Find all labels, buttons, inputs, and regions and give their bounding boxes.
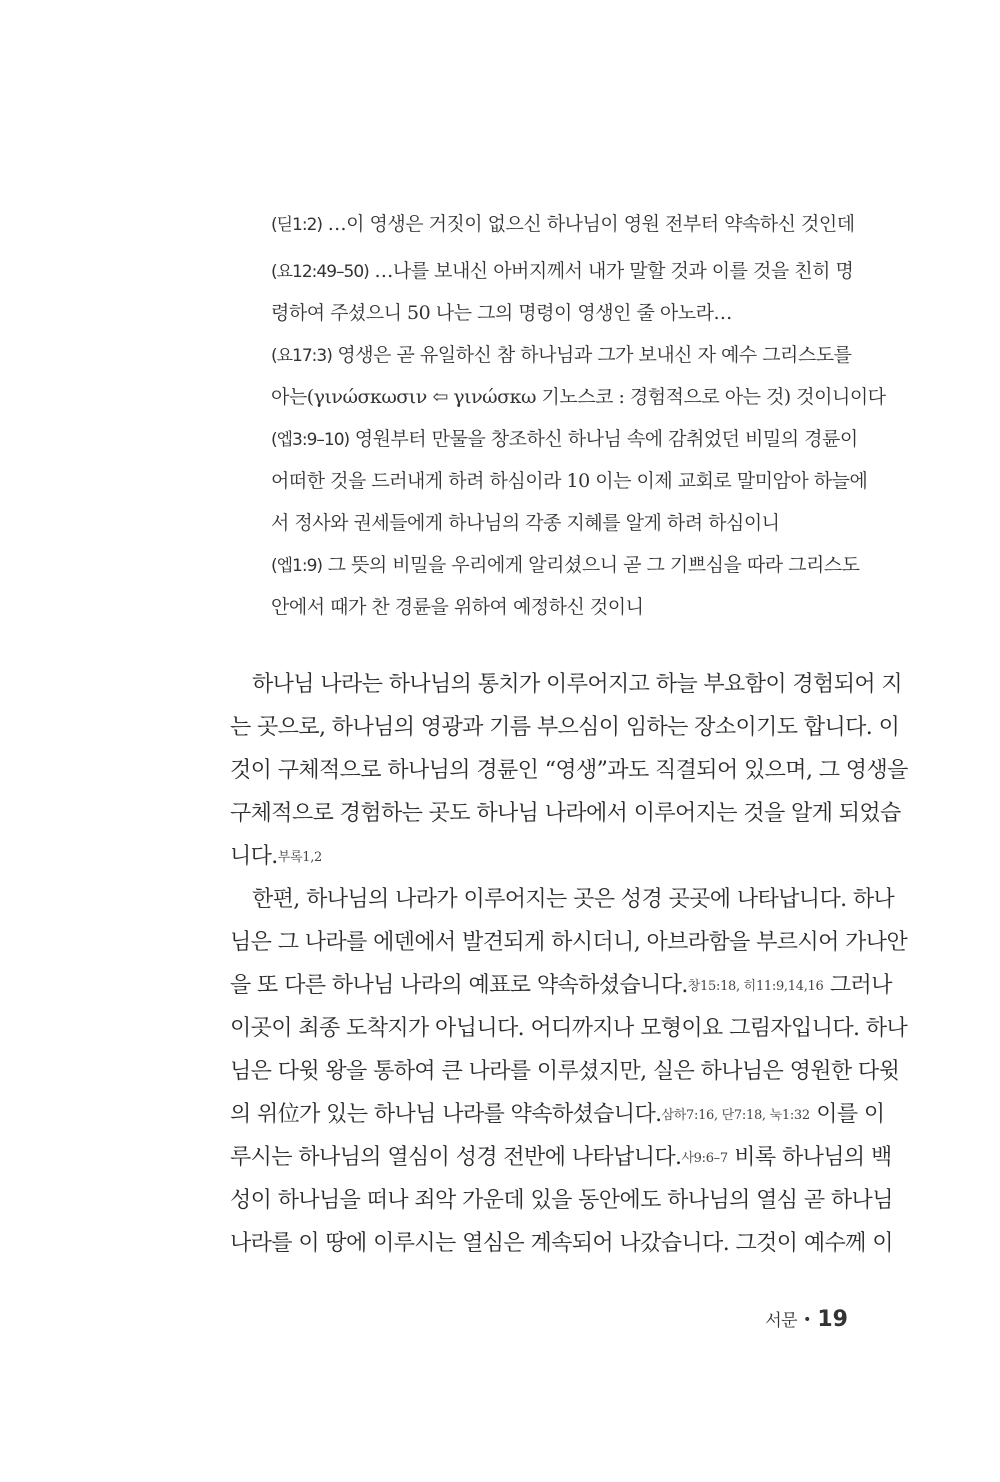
- quote-line: [271, 300, 732, 327]
- body-line: [230, 1186, 893, 1217]
- body-line-text: 을 또 다른 하나님 나라의 예표로 약속하셨습니다.: [230, 973, 688, 998]
- body-line-text: 님은 다윗 왕을 통하여 큰 나라를 이루셨지만, 실은 하나님은 영원한 다윗: [230, 1059, 900, 1084]
- section-title: 서문: [765, 1311, 798, 1331]
- footnote-ref: 부록1,2: [277, 850, 322, 865]
- body-line-text: 한편, 하나님의 나라가 이루어지는 곳은 성경 곳곳에 나타납니다. 하나: [252, 887, 895, 912]
- body-line-after: 그러나: [823, 973, 892, 998]
- quote-line: [271, 552, 860, 579]
- body-line-text: 의 위位가 있는 하나님 나라를 약속하셨습니다.: [230, 1102, 662, 1127]
- body-line: [230, 1057, 899, 1088]
- footnote-ref: 삼하7:16, 단7:18, 눅1:32: [661, 1108, 810, 1123]
- quote-text: …이 영생은 거짓이 없으신 하나님이 영원 전부터 약속하신 것인데: [322, 213, 855, 235]
- body-line: [230, 713, 899, 744]
- body-line-text: 성이 하나님을 떠나 죄악 가운데 있을 동안에도 하나님의 열심 곧 하나님: [230, 1188, 893, 1213]
- quote-text: 어떠한 것을 드러내게 하려 하심이라 10 이는 이제 교회로 말미암아 하늘에: [271, 470, 868, 492]
- quote-line: [271, 342, 851, 369]
- body-line: [230, 1100, 885, 1131]
- quote-line: [271, 594, 643, 621]
- body-line-text: 이곳이 최종 도착지가 아닙니다. 어디까지나 모형이요 그림자입니다. 하나: [230, 1016, 908, 1041]
- body-line-text: 것이 구체적으로 하나님의 경륜인 “영생”과도 직결되어 있으며, 그 영생을: [230, 758, 908, 783]
- quote-text: 서 정사와 권세들에게 하나님의 각종 지혜를 알게 하려 하심이니: [271, 512, 780, 534]
- footnote-ref: 창15:18, 히11:9,14,16: [687, 979, 824, 994]
- quote-line: [271, 468, 867, 495]
- quote-line: [271, 510, 780, 537]
- body-line: [230, 1014, 907, 1045]
- body-line-text: 하나님 나라는 하나님의 통치가 이루어지고 하늘 부요함이 경험되어 지: [252, 672, 903, 697]
- body-line: [230, 756, 908, 787]
- quote-text: 그 뜻의 비밀을 우리에게 알리셨으니 곧 그 기쁘심을 따라 그리스도: [322, 554, 860, 576]
- quote-line: [271, 384, 886, 411]
- body-line: [230, 1229, 893, 1260]
- body-line-after: 이를 이: [809, 1102, 885, 1127]
- quote-text: 영생은 곧 유일하신 참 하나님과 그가 보내신 자 예수 그리스도를: [331, 344, 852, 366]
- body-line: [230, 971, 892, 1002]
- quote-line: [271, 211, 855, 238]
- body-line: [252, 885, 894, 916]
- quote-line: [271, 426, 858, 453]
- body-line: [230, 799, 901, 830]
- quote-text: 령하여 주셨으니 50 나는 그의 명령이 영생인 줄 아노라…: [271, 302, 732, 324]
- quote-text: …나를 보내신 아버지께서 내가 말할 것과 이를 것을 친히 명: [368, 260, 854, 282]
- body-line: [252, 670, 902, 701]
- body-line-text: 니다.: [230, 844, 278, 869]
- scripture-ref: (엡3:9–10): [271, 430, 350, 450]
- page-footer: [765, 1306, 848, 1332]
- scripture-ref: (딛1:2): [271, 215, 323, 235]
- quote-text: 안에서 때가 찬 경륜을 위하여 예정하신 것이니: [271, 596, 644, 618]
- body-line-text: 나라를 이 땅에 이루시는 열심은 계속되어 나갔습니다. 그것이 예수께 이: [230, 1231, 893, 1256]
- quote-text: 영원부터 만물을 창조하신 하나님 속에 감취었던 비밀의 경륜이: [349, 428, 858, 450]
- bullet-separator: •: [803, 1312, 812, 1328]
- body-line-text: 구체적으로 경험하는 곳도 하나님 나라에서 이루어지는 것을 알게 되었습: [230, 801, 901, 826]
- footnote-ref: 사9:6–7: [681, 1151, 728, 1166]
- body-line-text: 는 곳으로, 하나님의 영광과 기름 부으심이 임하는 장소이기도 합니다. 이: [230, 715, 900, 740]
- body-line: [230, 1143, 892, 1174]
- scripture-ref: (엡1:9): [271, 556, 323, 576]
- scripture-ref: (요17:3): [271, 346, 332, 366]
- body-line: [230, 928, 907, 959]
- body-line-after: 비록 하나님의 백: [727, 1145, 892, 1170]
- body-line-text: 님은 그 나라를 에덴에서 발견되게 하시더니, 아브라함을 부르시어 가나안: [230, 930, 908, 955]
- page-number: 19: [817, 1307, 848, 1332]
- body-line-text: 루시는 하나님의 열심이 성경 전반에 나타납니다.: [230, 1145, 682, 1170]
- quote-line: [271, 258, 853, 285]
- body-line: [230, 842, 322, 873]
- quote-text: 아는(γινώσκωσιν ⇦ γινώσκω 기노스코 : 경험적으로 아는 것) 것이니이다: [271, 386, 886, 408]
- scripture-ref: (요12:49–50): [271, 262, 369, 282]
